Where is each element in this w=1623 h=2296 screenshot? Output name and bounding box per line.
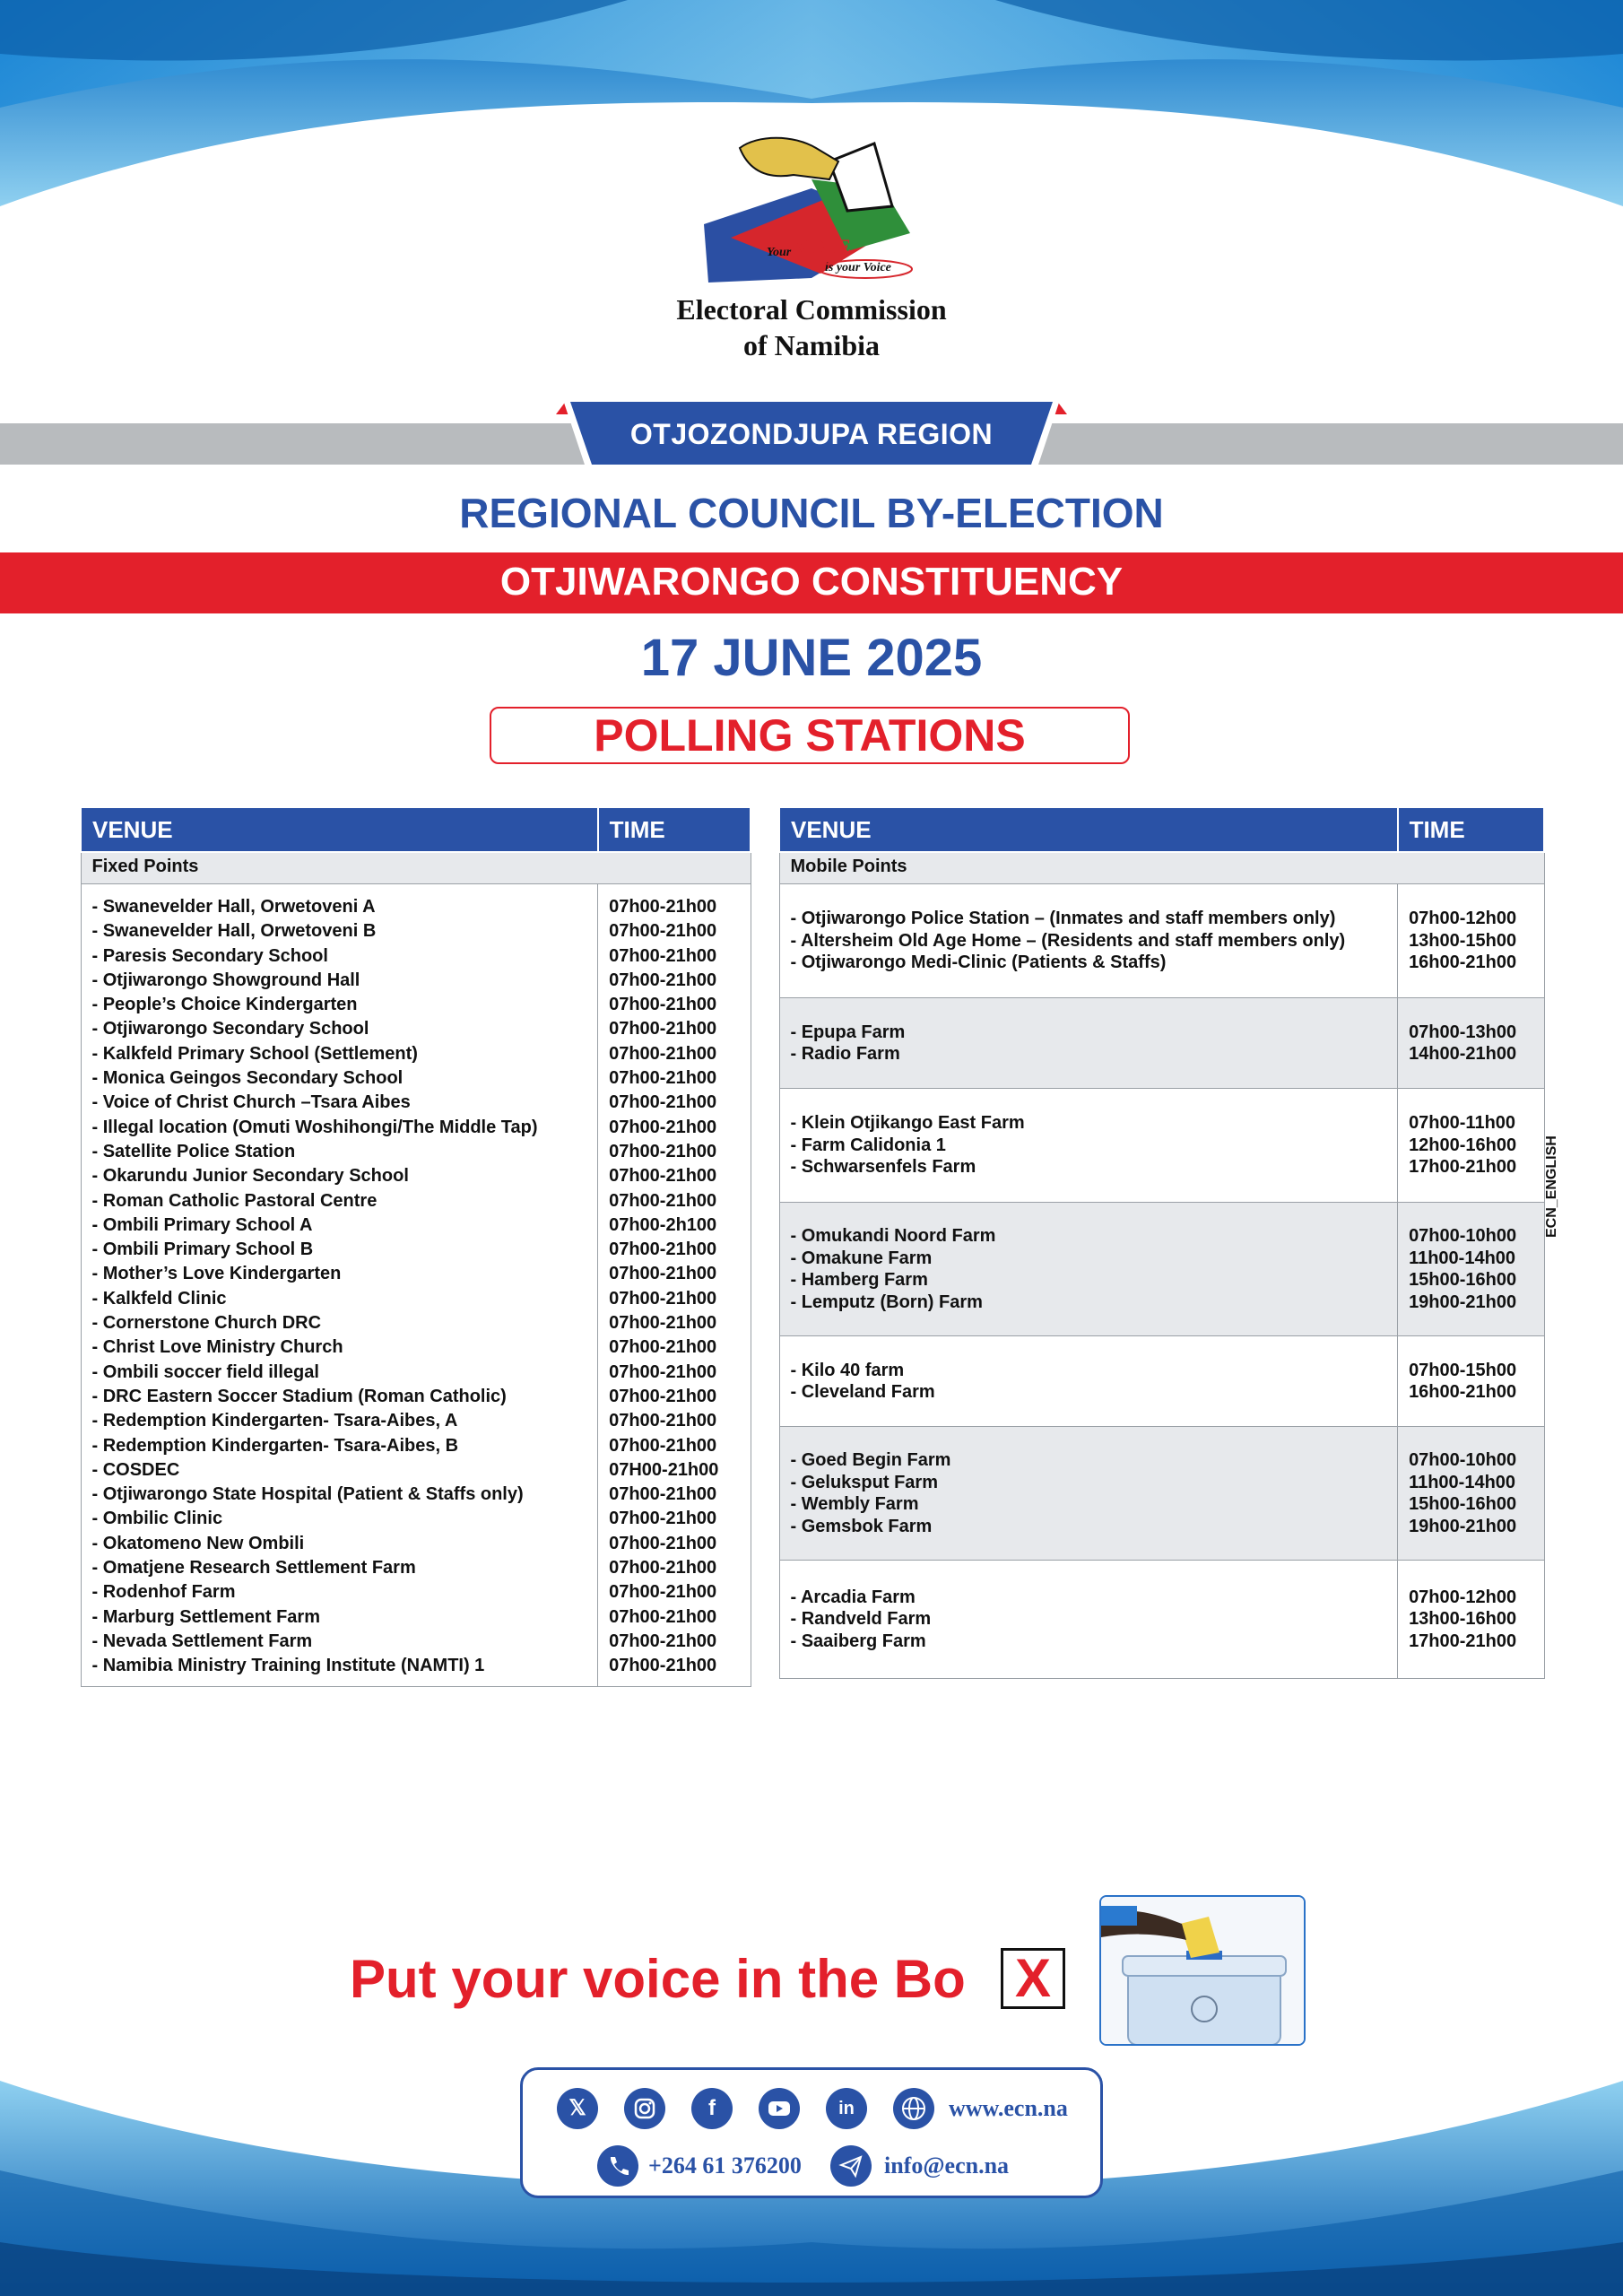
venue-cell	[779, 998, 1398, 1089]
fixed-venue-item: - Ombili Primary School A	[91, 1214, 313, 1235]
mobile-time-item: 07h00-10h00	[1409, 1450, 1517, 1470]
fixed-venue-item: - Swanevelder Hall, Orwetoveni B	[91, 921, 377, 942]
time-column	[598, 884, 751, 1687]
fixed-time-item: 07h00-21h00	[609, 1411, 717, 1431]
venue-cell	[779, 1089, 1398, 1203]
fixed-venue-item: - Otjiwarongo Secondary School	[91, 1019, 369, 1039]
fixed-venue-item: - Satellite Police Station	[91, 1141, 296, 1161]
mobile-venue-item: - Lemputz (Born) Farm	[790, 1292, 983, 1312]
fixed-time-item: 07h00-21h00	[609, 1264, 717, 1284]
mobile-venue-item: - Epupa Farm	[790, 1022, 906, 1042]
fixed-time-item: 07h00-21h00	[609, 1117, 717, 1137]
fixed-venue-item: - Redemption Kindergarten- Tsara-Aibes, A	[91, 1411, 458, 1431]
fixed-time-item: 07h00-21h00	[609, 1631, 717, 1651]
mobile-time-item: 11h00-14h00	[1409, 1248, 1516, 1268]
mobile-venue-item: - Otjiwarongo Police Station – (Inmates and staff members only)	[790, 909, 1336, 929]
mobile-time-item: 07h00-15h00	[1409, 1360, 1517, 1380]
mobile-time-item: 19h00-21h00	[1409, 1516, 1517, 1536]
mobile-time-item: 17h00-21h00	[1409, 1157, 1517, 1178]
svg-text:VOTE: VOTE	[795, 235, 851, 257]
fixed-time-item: 07h00-21h00	[609, 1288, 717, 1309]
fixed-venue-item: - Mother’s Love Kindergarten	[91, 1264, 342, 1284]
fixed-time-item: 07h00-21h00	[609, 1141, 717, 1161]
fixed-venue-item: - Kalkfeld Clinic	[91, 1288, 227, 1309]
mobile-venue-item: - Schwarsenfels Farm	[790, 1157, 976, 1178]
youtube-icon[interactable]	[759, 2088, 800, 2129]
fixed-time-item: 07h00-21h00	[609, 1313, 717, 1334]
fixed-time-item: 07h00-21h00	[609, 1558, 717, 1578]
svg-text:Your: Your	[767, 246, 792, 259]
fixed-venue-item: - Ombili Primary School B	[91, 1239, 314, 1260]
mobile-venue-item: - Klein Otjikango East Farm	[790, 1113, 1025, 1134]
mobile-venue-item: - Otjiwarongo Medi-Clinic (Patients & Staffs)	[790, 952, 1167, 973]
organization-name	[587, 291, 1036, 363]
fixed-time-item: 07h00-21h00	[609, 1166, 717, 1187]
venue-cell	[779, 1561, 1398, 1679]
mobile-venue-item: - Gemsbok Farm	[790, 1516, 933, 1536]
mobile-venue-item: - Randveld Farm	[790, 1609, 932, 1630]
fixed-venue-item: - Otjiwarongo Showground Hall	[91, 970, 360, 990]
send-icon	[830, 2145, 872, 2187]
mobile-venue-item: - Altersheim Old Age Home – (Residents and staff members only)	[790, 930, 1346, 951]
mobile-time-item: 13h00-16h00	[1409, 1609, 1517, 1630]
linkedin-icon[interactable]: in	[826, 2088, 867, 2129]
table-header-row	[779, 807, 1544, 852]
fixed-venue-item: - Otjiwarongo State Hospital (Patient & Staffs only)	[91, 1484, 524, 1505]
fixed-time-item: 07h00-21h00	[609, 1019, 717, 1039]
mobile-time-item: 07h00-12h00	[1409, 909, 1517, 929]
section-row	[81, 852, 751, 884]
venue-cell	[779, 1203, 1398, 1336]
mobile-venue-item: - Saaiberg Farm	[790, 1631, 926, 1651]
time-cell	[1398, 1561, 1544, 1679]
instagram-icon[interactable]	[624, 2088, 665, 2129]
section-row	[779, 852, 1544, 884]
fixed-venue-item: - Roman Catholic Pastoral Centre	[91, 1190, 378, 1211]
time-header: TIME	[598, 807, 751, 852]
time-cell	[1398, 998, 1544, 1089]
time-cell	[1398, 884, 1544, 998]
fixed-time-item: 07H00-21h00	[609, 1459, 719, 1480]
website-link[interactable]: www.ecn.na	[949, 2095, 1068, 2121]
globe-icon	[893, 2088, 934, 2129]
time-cell	[1398, 1203, 1544, 1336]
time-cell	[1398, 1427, 1544, 1561]
venue-column	[81, 884, 598, 1687]
fixed-time-item: 07h00-21h00	[609, 1043, 717, 1064]
time-cell	[1398, 1089, 1544, 1203]
fixed-time-item: 07h00-21h00	[609, 1484, 717, 1505]
fixed-venue-item: - Nevada Settlement Farm	[91, 1631, 313, 1651]
phone-number[interactable]: +264 61 376200	[648, 2152, 802, 2179]
fixed-time-item: 07h00-21h00	[609, 1435, 717, 1456]
venue-cell	[779, 1336, 1398, 1427]
fixed-venue-item: - Cornerstone Church DRC	[91, 1313, 322, 1334]
fixed-venue-item: - Omatjene Research Settlement Farm	[91, 1558, 416, 1578]
email-link[interactable]: info@ecn.na	[884, 2152, 1010, 2179]
mobile-time-item: 15h00-16h00	[1409, 1270, 1517, 1290]
fixed-venue-item: - Ombilic Clinic	[91, 1509, 223, 1529]
fixed-venue-item: - Monica Geingos Secondary School	[91, 1068, 404, 1089]
fixed-time-item: 07h00-21h00	[609, 1361, 717, 1382]
mobile-venue-item: - Goed Begin Farm	[790, 1450, 951, 1470]
ballot-box-image	[1099, 1895, 1306, 2046]
fixed-venue-item: - Okarundu Junior Secondary School	[91, 1166, 409, 1187]
fixed-venue-item: - Voice of Christ Church –Tsara Aibes	[91, 1092, 411, 1113]
mobile-time-item: 15h00-16h00	[1409, 1494, 1517, 1514]
mobile-group-row	[779, 884, 1544, 998]
mobile-time-item: 14h00-21h00	[1409, 1044, 1517, 1064]
fixed-venue-item: - Christ Love Ministry Church	[91, 1337, 343, 1358]
fixed-time-item: 07h00-21h00	[609, 1239, 717, 1260]
mobile-venue-item: - Omakune Farm	[790, 1248, 933, 1268]
mobile-venue-item: - Cleveland Farm	[790, 1382, 935, 1402]
mobile-group-row	[779, 1089, 1544, 1203]
facebook-icon[interactable]: f	[691, 2088, 733, 2129]
election-date: 17 JUNE 2025	[640, 629, 983, 687]
mobile-time-item: 07h00-13h00	[1409, 1022, 1517, 1042]
fixed-venue-item: - DRC Eastern Soccer Stadium (Roman Catholic)	[91, 1386, 507, 1406]
section-label: Mobile Points	[779, 852, 1544, 884]
slogan-x-mark: X	[1001, 1948, 1065, 2009]
fixed-body-row	[81, 884, 751, 1687]
mobile-venue-item: - Kilo 40 farm	[790, 1360, 905, 1380]
fixed-time-item: 07h00-2h100	[609, 1214, 717, 1235]
fixed-venue-item: - Marburg Settlement Farm	[91, 1606, 320, 1627]
mobile-group-row	[779, 1336, 1544, 1427]
fixed-time-item: 07h00-21h00	[609, 995, 717, 1015]
slogan-text: Put your voice in the Bo	[350, 1949, 966, 2009]
fixed-venue-item: - Ombili soccer field illegal	[91, 1361, 319, 1382]
section-label: Fixed Points	[81, 852, 751, 884]
mobile-time-item: 13h00-15h00	[1409, 930, 1517, 951]
polling-stations-heading: POLLING STATIONS	[594, 710, 1026, 761]
mobile-venue-item: - Geluksput Farm	[790, 1472, 938, 1492]
mobile-group-row	[779, 1203, 1544, 1336]
mobile-time-item: 12h00-16h00	[1409, 1135, 1517, 1155]
mobile-points-table	[778, 806, 1545, 1679]
fixed-points-table	[80, 806, 751, 1687]
mobile-venue-item: - Arcadia Farm	[790, 1587, 916, 1607]
mobile-venue-item: - Hamberg Farm	[790, 1270, 928, 1290]
fixed-venue-item: - Kalkfeld Primary School (Settlement)	[91, 1043, 418, 1064]
contact-panel	[520, 2067, 1103, 2198]
fixed-venue-item: - Namibia Ministry Training Institute (NAMTI) 1	[91, 1656, 485, 1676]
fixed-time-item: 07h00-21h00	[609, 1190, 717, 1211]
mobile-venue-item: - Wembly Farm	[790, 1494, 919, 1514]
fixed-venue-item: - Okatomeno New Ombili	[91, 1533, 305, 1553]
fixed-time-item: 07h00-21h00	[609, 1337, 717, 1358]
fixed-time-item: 07h00-21h00	[609, 1092, 717, 1113]
fixed-venue-item: - Swanevelder Hall, Orwetoveni A	[91, 897, 376, 917]
x-icon[interactable]: 𝕏	[557, 2088, 598, 2129]
fixed-venue-item: - People’s Choice Kindergarten	[91, 995, 358, 1015]
fixed-venue-item: - Paresis Secondary School	[91, 945, 328, 966]
mobile-time-item: 19h00-21h00	[1409, 1292, 1517, 1312]
mobile-group-row	[779, 1427, 1544, 1561]
mobile-time-item: 11h00-14h00	[1409, 1472, 1516, 1492]
mobile-time-item: 16h00-21h00	[1409, 1382, 1517, 1402]
svg-text:is your Voice: is your Voice	[825, 261, 891, 274]
venue-cell	[779, 1427, 1398, 1561]
fixed-time-item: 07h00-21h00	[609, 1533, 717, 1553]
mobile-time-item: 07h00-11h00	[1409, 1113, 1516, 1134]
fixed-time-item: 07h00-21h00	[609, 1068, 717, 1089]
time-cell	[1398, 1336, 1544, 1427]
fixed-time-item: 07h00-21h00	[609, 1386, 717, 1406]
fixed-time-item: 07h00-21h00	[609, 945, 717, 966]
mobile-venue-item: - Omukandi Noord Farm	[790, 1226, 996, 1246]
phone-icon	[597, 2145, 638, 2187]
mobile-group-row	[779, 998, 1544, 1089]
fixed-time-item: 07h00-21h00	[609, 970, 717, 990]
fixed-time-item: 07h00-21h00	[609, 1606, 717, 1627]
fixed-time-item: 07h00-21h00	[609, 897, 717, 917]
mobile-time-item: 07h00-12h00	[1409, 1587, 1517, 1607]
venue-cell	[779, 884, 1398, 998]
document-code: ECN_ENGLISH	[1544, 1135, 1559, 1238]
fixed-time-item: 07h00-21h00	[609, 1582, 717, 1603]
election-title: REGIONAL COUNCIL BY-ELECTION	[459, 490, 1164, 536]
mobile-venue-item: - Radio Farm	[790, 1044, 900, 1064]
time-header: TIME	[1398, 807, 1544, 852]
constituency-title: OTJIWARONGO CONSTITUENCY	[499, 560, 1124, 604]
ecn-logo	[695, 126, 928, 296]
fixed-venue-item: - Illegal location (Omuti Woshihongi/The Middle Tap)	[91, 1117, 538, 1137]
mobile-group-row	[779, 1561, 1544, 1679]
venue-header: VENUE	[779, 807, 1398, 852]
mobile-venue-item: - Farm Calidonia 1	[790, 1135, 946, 1155]
organization-name-line2: of Namibia	[743, 329, 880, 361]
mobile-time-item: 07h00-10h00	[1409, 1226, 1517, 1246]
table-header-row	[81, 807, 751, 852]
mobile-time-item: 16h00-21h00	[1409, 952, 1517, 973]
fixed-time-item: 07h00-21h00	[609, 921, 717, 942]
venue-header: VENUE	[81, 807, 598, 852]
fixed-venue-item: - COSDEC	[91, 1459, 180, 1480]
fixed-venue-item: - Redemption Kindergarten- Tsara-Aibes, B	[91, 1435, 459, 1456]
fixed-venue-item: - Rodenhof Farm	[91, 1582, 236, 1603]
mobile-time-item: 17h00-21h00	[1409, 1631, 1517, 1651]
organization-name-line1: Electoral Commission	[676, 293, 947, 326]
region-label: OTJOZONDJUPA REGION	[629, 418, 994, 450]
ballot-box-illustration	[1101, 1897, 1306, 2046]
fixed-time-item: 07h00-21h00	[609, 1509, 717, 1529]
fixed-time-item: 07h00-21h00	[609, 1656, 717, 1676]
